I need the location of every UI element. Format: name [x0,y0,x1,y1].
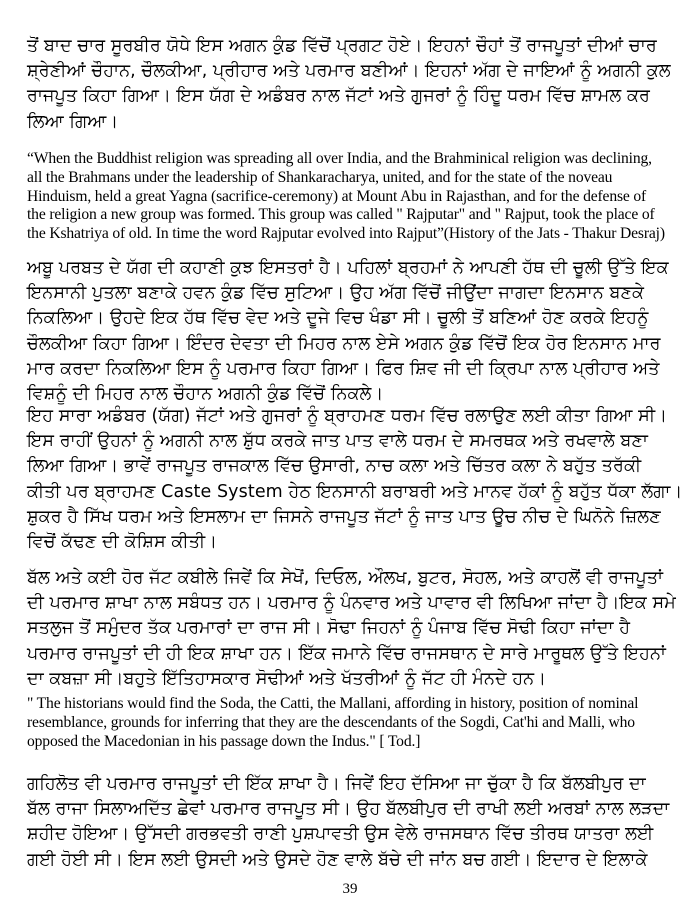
page-number: 39 [342,881,358,897]
quote-tod [27,695,687,751]
text-line: ਚੌਲਕੀਆ ਕਿਹਾ ਗਿਆ। ਇੰਦਰ ਦੇਵਤਾ ਦੀ ਮਿਹਰ ਨਾਲ ਏਸੇ ਅਗਨ ਕੁੰਡ ਵਿੱਚੋਂ ਇਕ ਹੋਰ ਇਨਸਾਨ ਮਾਰ [27,333,661,354]
paragraph-caste-system [27,404,687,555]
text-line: ਗਹਿਲੋਤ ਵੀ ਪਰਮਾਰ ਰਾਜਪੂਤਾਂ ਦੀ ਇੱਕ ਸ਼ਾਖਾ ਹੈ। ਜਿਵੇਂ ਇਹ ਦੱਸਿਆ ਜਾ ਚੁੱਕਾ ਹੈ ਕਿ ਬੱਲਬੀਪੁਰ ਦਾ [27,774,646,794]
text-line: all the Brahmans under the leadership of Shankaracharya, united, and for the state of the noveau [27,168,613,186]
text-line: resemblance, grounds for inferring that they are the descendants of the Sogdi, Cat'hi and Malli, who [27,713,635,731]
text-line: ਵਿਚੋਂ ਕੱਢਣ ਦੀ ਕੋਸ਼ਿਸ ਕੀਤੀ। [27,532,218,553]
text-line: ਗਈ ਹੋਈ ਸੀ। ਇਸ ਲਈ ਉਸਦੀ ਅਤੇ ਉਸਦੇ ਹੋਣ ਵਾਲੇ ਬੱਚੇ ਦੀ ਜਾਂਨ ਬਚ ਗਈ। ਇਦਾਰ ਦੇ ਇਲਾਕੇ [27,849,648,870]
text-line: ਸਤਲੁਜ ਤੋਂ ਸਮੁੰਦਰ ਤੱਕ ਪਰਮਾਰਾਂ ਦਾ ਰਾਜ ਸੀ। ਸੋਢਾ ਜਿਹਨਾਂ ਨੂੰ ਪੰਜਾਬ ਵਿੱਚ ਸੋਢੀ ਕਿਹਾ ਜਾਂਦਾ ਹੈ [27,618,631,639]
text-line: ਸ਼੍ਰੇਣੀਆਂ ਚੌਹਾਨ, ਚੌਲਕੀਆ, ਪ੍ਰੀਹਾਰ ਅਤੇ ਪਰਮਾਰ ਬਣੀਆਂ। ਇਹਨਾਂ ਅੱਗ ਦੇ ਜਾਇਆਂ ਨੂੰ ਅਗਨੀ ਕੁਲ [27,61,671,82]
text-line: ਰਾਜਪੂਤ ਕਿਹਾ ਗਿਆ। ਇਸ ਯੱਗ ਦੇ ਅਡੰਬਰ ਨਾਲ ਜੱਟਾਂ ਅਤੇ ਗੁਜਰਾਂ ਨੂੰ ਹਿੰਦੂ ਧਰਮ ਵਿੱਚ ਸ਼ਾਮਲ ਕਰ [27,86,650,107]
text-line: " The historians would find the Soda, the Catti, the Mallani, affording in history, position of nominal [27,695,639,712]
text-line: ਕੀਤੀ ਪਰ ਬ੍ਰਾਹਮਣ Caste System ਹੇਠ ਇਨਸਾਨੀ ਬਰਾਬਰੀ ਅਤੇ ਮਾਨਵ ਹੱਕਾਂ ਨੂੰ ਬਹੁੱਤ ਧੱਕਾ ਲੱਗਾ। [27,481,683,502]
text-line: ਇਨਸਾਨੀ ਪੁਤਲਾ ਬਣਾਕੇ ਹਵਨ ਕੁੰਡ ਵਿੱਚ ਸੁਟਿਆ। ਉਹ ਅੱਗ ਵਿੱਚੋਂ ਜੀਉਂਦਾ ਜਾਗਦਾ ਇਨਸਾਨ ਬਣਕੇ [27,283,645,304]
text-line: Hinduism, held a great Yagna (sacrifice-ceremony) at Mount Abu in Rajasthan, and for the defense of [27,187,647,205]
quote-desraj [27,150,687,244]
text-line: ਸ਼ੁਕਰ ਹੈ ਸਿੱਖ ਧਰਮ ਅਤੇ ਇਸਲਾਮ ਦਾ ਜਿਸਨੇ ਰਾਜਪੂਤ ਜੱਟਾਂ ਨੂੰ ਜਾਤ ਪਾਤ ਊਚ ਨੀਚ ਦੇ ਘਿਨੋਨੇ ਜ਼ਿਲਣ [27,506,661,527]
text-line: ਸ਼ਹੀਦ ਹੋਇਆ। ਉੱਸਦੀ ਗਰਭਵਤੀ ਰਾਣੀ ਪੁਸ਼ਪਾਵਤੀ ਉਸ ਵੇਲੇ ਰਾਜਸਥਾਨ ਵਿੱਚ ਤੀਰਥ ਯਾਤਰਾ ਲਈ [27,824,654,845]
text-line: ਬੱਲ ਰਾਜਾ ਸਿਲਾਅਦਿੱਤ ਛੇਵਾਂ ਪਰਮਾਰ ਰਾਜਪੂਤ ਸੀ। ਉਹ ਬੱਲਬੀਪੁਰ ਦੀ ਰਾਖੀ ਲਈ ਅਰਬਾਂ ਨਾਲ ਲੜਦਾ [27,799,670,820]
text-line: ਵਿਸ਼ਨੂੰ ਦੀ ਮਿਹਰ ਨਾਲ ਚੌਹਾਨ ਅਗਨੀ ਕੁੰਡ ਵਿੱਚੋਂ ਨਿਕਲੇ। [27,384,384,405]
text-line: ਇਹ ਸਾਰਾ ਅਡੰਬਰ (ਯੱਗ) ਜੱਟਾਂ ਅਤੇ ਗੁਜਰਾਂ ਨੂੰ ਬ੍ਰਾਹਮਣ ਧਰਮ ਵਿੱਚ ਰਲਾਉਣ ਲਈ ਕੀਤਾ ਗਿਆ ਸੀ। [27,406,668,426]
text-line: ਇਸ ਰਾਹੀਂ ਉਹਨਾਂ ਨੂੰ ਅਗਨੀ ਨਾਲ ਸ਼ੁੱਧ ਕਰਕੇ ਜਾਤ ਪਾਤ ਵਾਲੇ ਧਰਮ ਦੇ ਸਮਰਥਕ ਅਤੇ ਰਖਵਾਲੇ ਬਣਾ [27,431,648,452]
text-line: ਨਿਕਲਿਆ। ਉਹਦੇ ਇਕ ਹੱਥ ਵਿੱਚ ਵੇਦ ਅਤੇ ਦੂਜੇ ਵਿਚ ਖੰਡਾ ਸੀ। ਚੂਲੀ ਤੋਂ ਬਣਿਆਂ ਹੋਣ ਕਰਕੇ ਇਹਨੂੰ [27,308,649,329]
text-line: ਦਾ ਕਬਜ਼ਾ ਸੀ।ਬਹੁਤੇ ਇੱਤਿਹਾਸਕਾਰ ਸੋਢੀਆਂ ਅਤੇ ਖੱਤਰੀਆਂ ਨੂੰ ਜੱਟ ਹੀ ਮੰਨਦੇ ਹਨ। [27,668,547,689]
paragraph-gehlot [27,772,687,873]
text-line: ਤੋਂ ਬਾਦ ਚਾਰ ਸੂਰਬੀਰ ਯੋਧੇ ਇਸ ਅਗਨ ਕੁੰਡ ਵਿੱਚੋਂ ਪ੍ਰਗਟ ਹੋਏ। ਇਹਨਾਂ ਚੌਹਾਂ ਤੋਂ ਰਾਜਪੂਤਾਂ ਦੀਆਂ ਚਾਰ [27,36,657,56]
paragraph-parmar-clans [27,566,687,692]
text-line: the religion a new group was formed. This group was called " Rajputar" and " Rajput, took the place of [27,206,655,224]
text-line: ਦੀ ਪਰਮਾਰ ਸ਼ਾਖਾ ਨਾਲ ਸਬੰਧਤ ਹਨ। ਪਰਮਾਰ ਨੂੰ ਪੰਨਵਾਰ ਅਤੇ ਪਾਵਾਰ ਵੀ ਲਿਖਿਆ ਜਾਂਦਾ ਹੈ।ਇਕ ਸਮੇ [27,593,676,614]
text-line: ਲਿਆ ਗਿਆ। [27,111,119,132]
text-line: the Kshatriya of old. In time the word Rajputar evolved into Rajput”(History of the Jats - Thakur Desraj) [27,225,665,243]
text-line: ਲਿਆ ਗਿਆ। ਭਾਵੇਂ ਰਾਜਪੂਤ ਰਾਜਕਾਲ ਵਿੱਚ ਉਸਾਰੀ, ਨਾਚ ਕਲਾ ਅਤੇ ਚਿੱਤਰ ਕਲਾ ਨੇ ਬਹੁੱਤ ਤਰੱਕੀ [27,456,642,477]
text-line: ਮਾਰ ਕਰਦਾ ਨਿਕਲਿਆ ਇਸ ਨੂੰ ਪਰਮਾਰ ਕਿਹਾ ਗਿਆ। ਫਿਰ ਸ਼ਿਵ ਜੀ ਦੀ ਕ੍ਰਿਪਾ ਨਾਲ ਪ੍ਰੀਹਾਰ ਅਤੇ [27,358,660,379]
text-line: ਪਰਮਾਰ ਰਾਜਪੂਤਾਂ ਦੀ ਹੀ ਇਕ ਸ਼ਾਖਾ ਹਨ। ਇੱਕ ਜਮਾਨੇ ਵਿੱਚ ਰਾਜਸਥਾਨ ਦੇ ਸਾਰੇ ਮਾਰੂਥਲ ਉੱਤੇ ਇਹਨਾਂ [27,643,666,664]
text-line: “When the Buddhist religion was spreading all over India, and the Brahminical religion was declining, [27,150,652,167]
text-line: ਬੱਲ ਅਤੇ ਕਈ ਹੋਰ ਜੱਟ ਕਬੀਲੇ ਜਿਵੇਂ ਕਿ ਸੇਖੋਂ, ਦਿਓਲ, ਔਲਖ, ਬੁਟਰ, ਸੋਹਲ, ਅਤੇ ਕਾਹਲੋਂ ਵੀ ਰਾਜਪੂਤਾਂ [27,568,664,588]
text-line: opposed the Macedonian in his passage down the Indus." [ Tod.] [27,732,421,750]
text-line: ਅਬੂ ਪਰਬਤ ਦੇ ਯੱਗ ਦੀ ਕਹਾਣੀ ਕੁਝ ਇਸਤਰਾਂ ਹੈ। ਪਹਿਲਾਂ ਬ੍ਰਹਮਾਂ ਨੇ ਆਪਣੀ ਹੱਥ ਦੀ ਚੂਲੀ ਉੱਤੇ ਇਕ [27,258,669,278]
paragraph-mount-abu-story [27,256,687,407]
paragraph-agni-kul-origin [27,34,687,135]
